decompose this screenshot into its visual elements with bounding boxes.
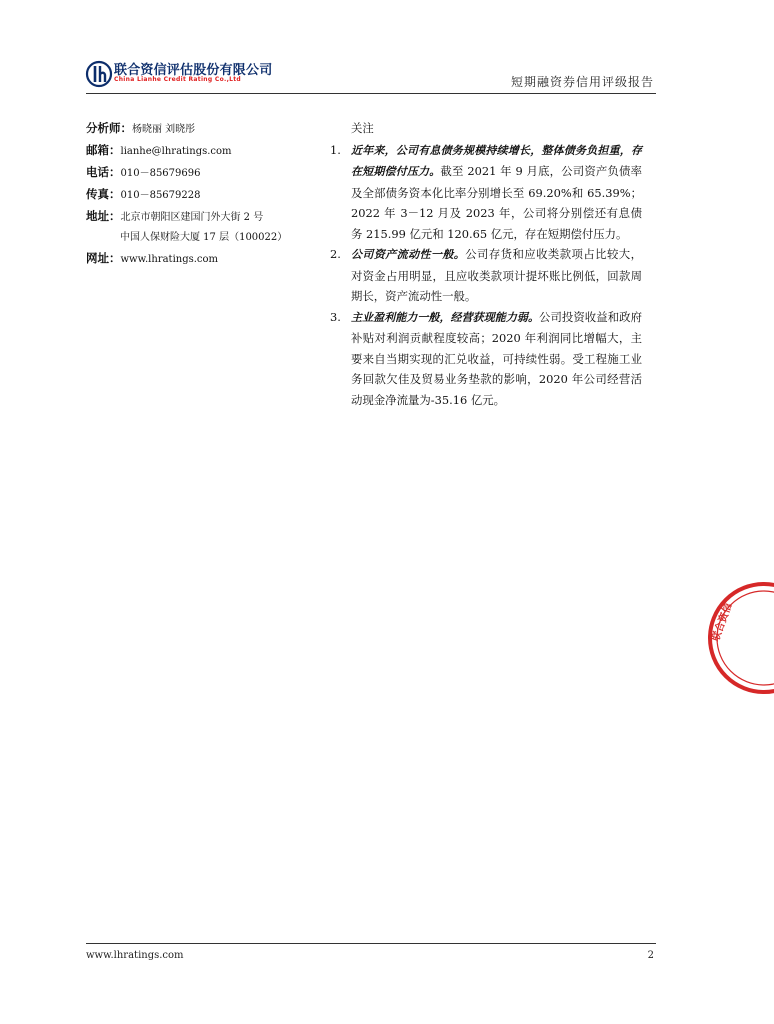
item-text [351,307,642,411]
footer-url[interactable]: www.lhratings.com [86,950,184,961]
item-number: 3. [330,309,341,324]
phone-row [86,162,326,184]
company-seal-icon [704,578,774,698]
email-value[interactable]: lianhe@lhratings.com [120,146,232,157]
address-line2: 中国人保财险大厦 17 层（100022） [120,232,288,243]
report-type: 短期融资券信用评级报告 [510,75,654,89]
page-number: 2 [647,950,654,961]
item-body: 公司投资收益和政府补贴对利润贡献程度较高；2020 年利润同比增幅大，主要来自当期实现的汇兑收益，可持续性弱。受工程施工业务回款欠佳及贸易业务垫款的影响，2020 年公司经营活动现金净流量为-35.16 亿元。 [351,309,642,407]
item-number: 2. [330,247,341,261]
attention-item [330,244,642,307]
item-body: 截至 2021 年 9 月底，公司资产负债率及全部债务资本化比率分别增长至 69.20%和 65.39%；2022 年 3－12 月及 2023 年，公司将分别偿还有息债务 215.99 亿元和 120.65 亿元，存在短期偿付压力。 [351,164,642,241]
analyst-names: 杨晓丽 刘晓彤 [132,124,196,135]
analyst-row [86,118,326,140]
email-row [86,140,326,162]
analyst-label: 分析师： [86,121,132,135]
attention-heading: 关注 [351,121,374,135]
item-number: 1. [330,142,341,157]
phone-label: 电话： [86,165,121,179]
item-bold-lead: 公司资产流动性一般。 [351,248,466,261]
fax-label: 传真： [86,187,121,201]
company-name-en: China Lianhe Credit Rating Co.,Ltd [114,76,242,83]
item-text [351,140,642,245]
address-row [86,206,326,228]
website-label: 网址： [86,251,121,265]
website-value[interactable]: www.lhratings.com [120,254,219,265]
item-body: 公司存货和应收类款项占比较大，对资金占用明显，且应收类款项计提坏账比例低，回款周期长，资产流动性一般。 [351,247,642,303]
company-name-cn: 联合资信评估股份有限公司 [114,63,273,78]
footer-divider [86,943,656,944]
phone-value: 010－85679696 [120,168,201,179]
address-line1: 北京市朝阳区建国门外大街 2 号 [120,212,264,223]
svg-text:联合资信: 联合资信 [710,601,735,644]
attention-section [330,118,642,410]
contact-info [86,118,326,270]
address-label: 地址： [86,209,121,223]
website-row [86,248,326,270]
company-logo [86,59,286,93]
item-bold-lead: 近年来，公司有息债务规模持续增长，整体债务负担重，存在短期偿付压力。 [351,143,642,178]
company-logo-icon [86,59,112,89]
attention-item [330,140,642,245]
header-divider [86,93,656,94]
fax-value: 010－85679228 [120,190,201,201]
email-label: 邮箱： [86,143,121,157]
item-bold-lead: 主业盈利能力一般，经营获现能力弱。 [351,310,539,324]
attention-item [330,307,642,411]
item-text [351,244,642,307]
fax-row [86,184,326,206]
